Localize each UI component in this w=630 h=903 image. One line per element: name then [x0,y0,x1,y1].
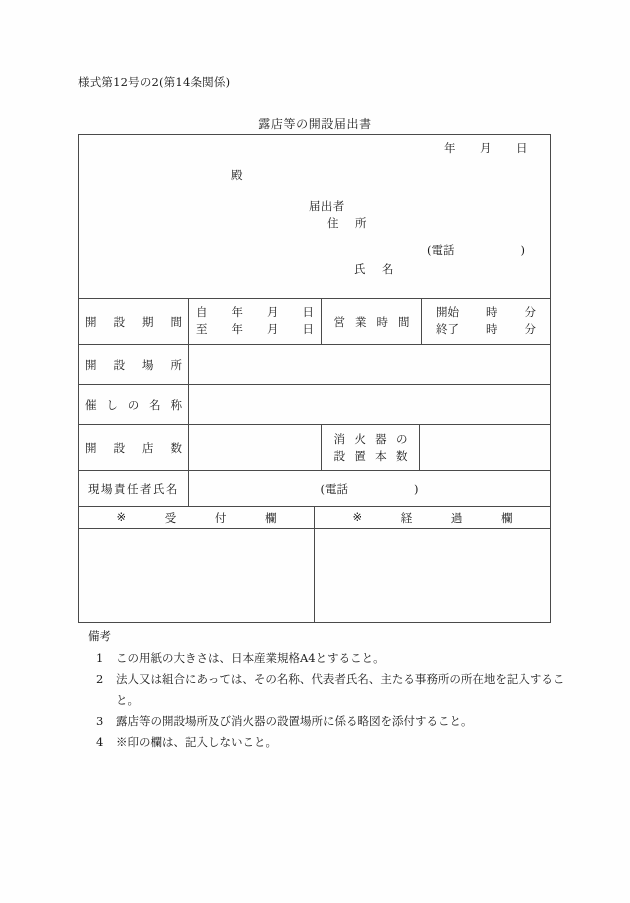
opening-period-input[interactable] [189,299,322,344]
opening-location-label: 開 設 場 所 [79,345,189,384]
remark-text: 法人又は組合にあっては、その名称、代表者氏名、主たる事務所の所在地を記入すること。 [116,672,565,707]
progress-mark: ※ [352,509,363,524]
site-manager-telephone-field[interactable] [189,471,550,506]
list-item [94,711,568,732]
period-to-day: 日 [302,322,314,336]
period-to-month: 月 [267,322,279,336]
opening-location-input[interactable] [189,345,550,384]
business-hours-label: 営 業 時 間 [322,299,422,344]
telephone-open-paren: (電話 [427,243,455,257]
table-row [79,385,550,425]
applicant-telephone-field[interactable] [427,242,525,258]
table-row [79,135,550,299]
period-from-month: 月 [267,305,279,319]
event-name-label: 催 し の 名 称 [79,385,189,424]
business-hours-input[interactable] [422,299,550,344]
hours-start-prefix: 開始 [436,305,459,319]
addressee-honorific: 殿 [231,168,243,182]
header-block [79,135,550,298]
reception-mark: ※ [116,509,127,524]
applicant-label: 届出者 [309,199,345,213]
extinguisher-count-label: 消 火 器 の 設 置 本 数 [322,425,420,470]
telephone-close-paren: ) [520,243,525,257]
manager-telephone-close-paren: ) [414,481,419,496]
remark-number: 1 [96,651,104,665]
hours-end-minute: 分 [524,322,536,336]
list-item [94,648,568,669]
table-row [79,507,550,529]
hours-start-hour: 時 [486,305,498,319]
table-row [79,471,550,507]
form-table [78,134,551,623]
list-item [94,669,568,711]
store-count-input[interactable] [189,425,322,470]
list-item [94,732,568,753]
applicant-name-label: 氏 名 [354,262,396,276]
event-name-input[interactable] [189,385,550,424]
manager-telephone-open-paren: (電話 [320,481,348,496]
period-from-prefix: 自 [196,305,208,319]
date-line [432,140,540,156]
store-count-label: 開 設 店 数 [79,425,189,470]
period-from-year: 年 [231,305,243,319]
hours-start-minute: 分 [524,305,536,319]
period-to-year: 年 [231,322,243,336]
reception-column-body[interactable] [79,529,315,622]
remark-text: この用紙の大きさは、日本産業規格A4とすること。 [116,651,385,665]
opening-period-label: 開 設 期 間 [79,299,189,344]
document-title: 露店等の開設届出書 [258,117,372,131]
period-to-prefix: 至 [196,322,208,336]
date-year: 年 [444,141,456,155]
date-day: 日 [516,141,528,155]
hours-end-hour: 時 [486,322,498,336]
remark-number: 2 [96,672,104,686]
table-row [79,425,550,471]
hours-end-prefix: 終了 [436,322,459,336]
extinguisher-count-input[interactable] [420,425,550,470]
remark-text: 露店等の開設場所及び消火器の設置場所に係る略図を添付すること。 [116,714,473,728]
table-row [79,345,550,385]
remark-text: ※印の欄は、記入しないこと。 [116,735,277,749]
reception-column-header: ※ 受 付 欄 [79,507,315,528]
progress-column-body[interactable] [315,529,550,622]
period-from-line [196,304,314,321]
remarks-title: 備考 [88,629,111,643]
site-manager-label: 現場責任者氏名 [79,471,189,506]
remark-number: 4 [96,735,104,749]
table-row [79,529,550,623]
remark-number: 3 [96,714,104,728]
form-number: 様式第12号の2(第14条関係) [78,75,231,89]
progress-column-header: ※ 経 過 欄 [352,509,513,525]
address-label: 住 所 [327,216,369,230]
remarks-section [88,626,568,753]
date-month: 月 [480,141,492,155]
hours-end-line [436,321,536,338]
period-to-line [196,321,314,338]
table-row [79,299,550,345]
period-from-day: 日 [302,305,314,319]
hours-start-line [436,304,536,321]
